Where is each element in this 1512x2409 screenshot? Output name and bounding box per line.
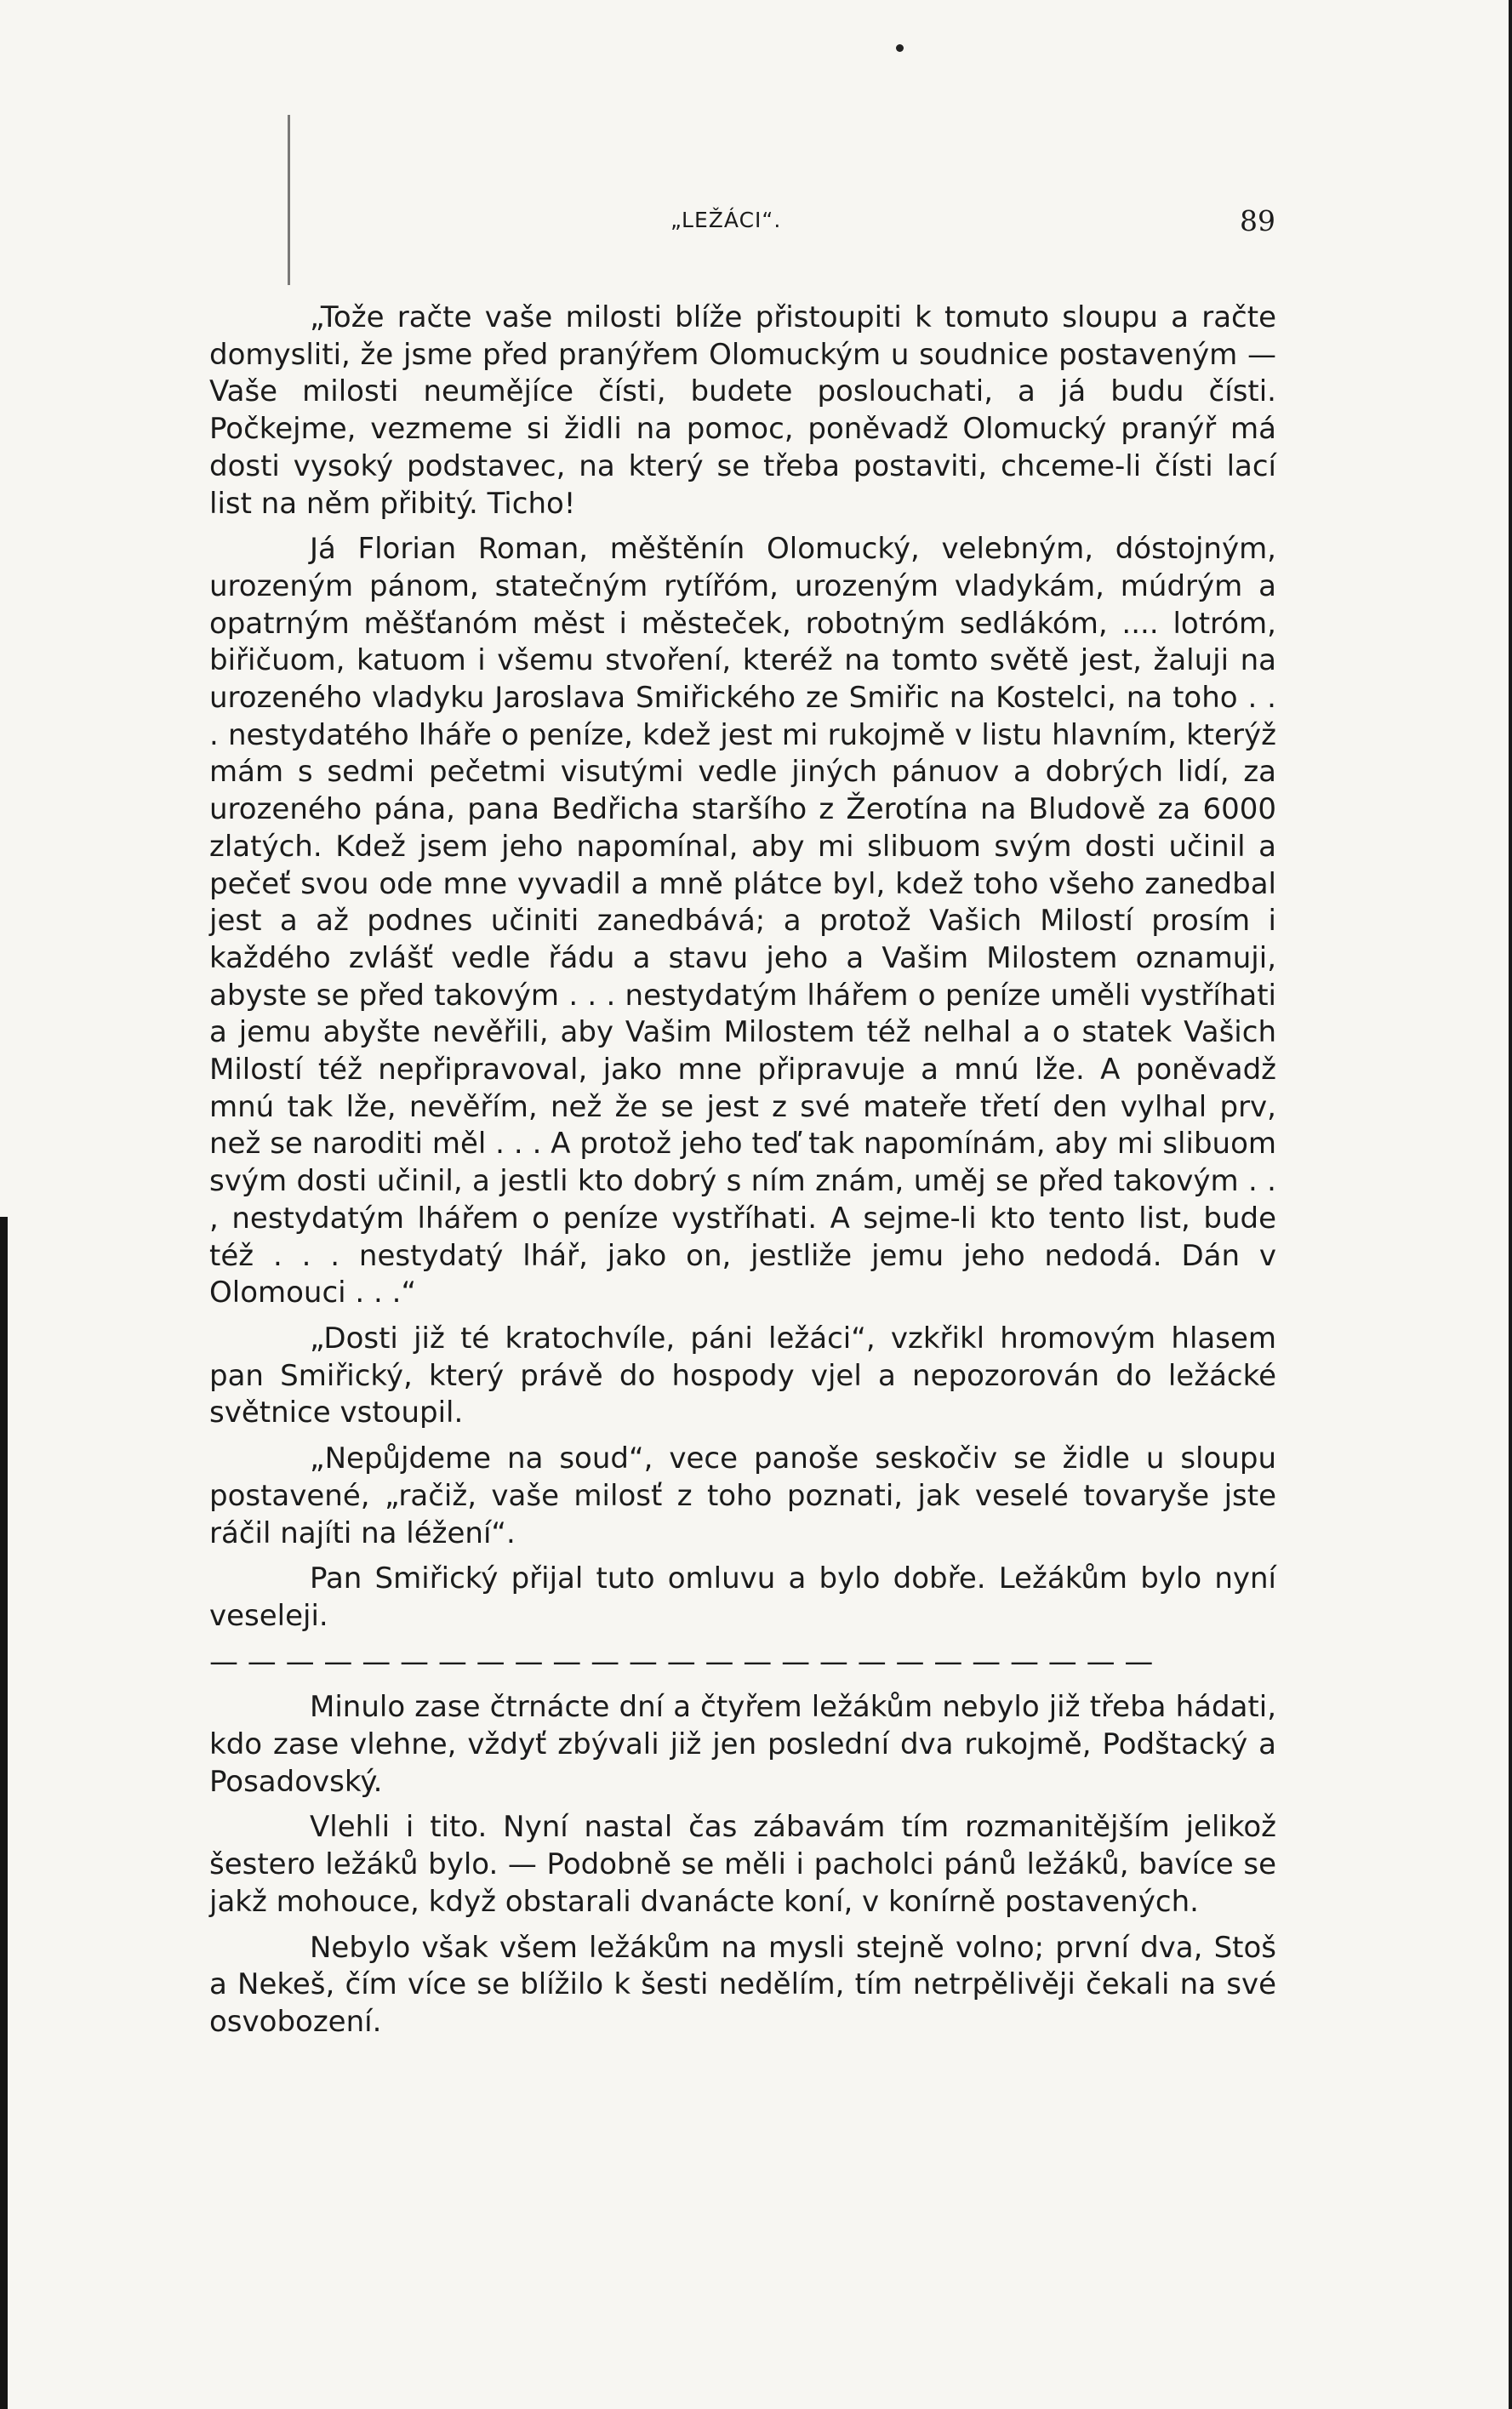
- paragraph: Vlehli i tito. Nyní nastal čas zábavám tím rozmanitějším jelikož šestero ležáků bylo. — Podobně se měli i pacholci pánů ležáků, bavíce se jakž mohouce, když obstarali dvanácte koní, v konírně postavených.: [209, 1810, 1276, 1919]
- paragraph: Pan Smiřický přijal tuto omluvu a bylo dobře. Ležákům bylo nyní veseleji.: [209, 1561, 1276, 1633]
- scan-left-edge: [0, 1217, 8, 2409]
- scan-right-edge: [1509, 0, 1512, 2409]
- margin-mark: [288, 115, 290, 285]
- section-separator: — — — — — — — — — — — — — — — — — — — — — — — — —: [209, 1644, 1154, 1679]
- ink-speck: [896, 44, 904, 52]
- paragraph: „Nepůjdeme na soud“, vece panoše seskočiv se židle u sloupu postavené, „račiž, vaše milosť z toho poznati, jak veselé tovaryše jste ráčil najíti na léžení“.: [209, 1441, 1276, 1550]
- paragraph: „Tože račte vaše milosti blíže přistoupiti k tomuto sloupu a račte domysliti, že jsme před pranýřem Olomuckým u soudnice postaveným — Vaše milosti neumějíce čísti, budete poslouchati, a já budu čísti. Počkejme, vezmeme si židli na pomoc, poněvadž Olomucký pranýř má dosti vysoký podstavec, na který se třeba postaviti, chceme-li čísti lací list na něm přibitý. Ticho!: [209, 300, 1276, 521]
- page-number: 89: [1240, 204, 1275, 237]
- running-title: „LEŽÁCI“.: [670, 208, 782, 232]
- paragraph: Minulo zase čtrnácte dní a čtyřem ležákům nebylo již třeba hádati, kdo zase vlehne, vždyť zbývali již jen poslední dva rukojmě, Podštacký a Posadovský.: [209, 1690, 1276, 1799]
- running-head: [0, 204, 1512, 238]
- paragraph: Nebylo však všem ležákům na mysli stejně volno; první dva, Stoš a Nekeš, čím více se blížilo k šesti nedělím, tím netrpělivěji čekali na své osvobození.: [209, 1930, 1276, 2039]
- body-text: [209, 300, 1276, 2050]
- paragraph: „Dosti již té kratochvíle, páni ležáci“, vzkřikl hromovým hlasem pan Smiřický, který právě do hospody vjel a nepozorován do ležácké světnice vstoupil.: [209, 1321, 1276, 1430]
- paragraph: Já Florian Roman, měštěnín Olomucký, velebným, dóstojným, urozeným pánom, statečným rytířóm, urozeným vladykám, múdrým a opatrným měšťanóm měst i městeček, robotným sedlákóm, .... lotróm, biřičuom, katuom i všemu stvoření, kteréž na tomto světě jest, žaluji na urozeného vladyku Jaroslava Smiřického ze Smiřic na Kostelci, na toho . . . nestydatého lháře o peníze, kdež jest mi rukojmě v listu hlavním, kterýž mám s sedmi pečetmi visutými vedle jiných pánuov a dobrých lidí, za urozeného pána, pana Bedřicha staršího z Žerotína na Bludově za 6000 zlatých. Kdež jsem jeho napomínal, aby mi slibuom svým dosti učinil a pečeť svou ode mne vyvadil a mně plátce byl, kdež toho všeho zanedbal jest a až podnes učiniti zanedbává; a protož Vašich Milostí prosím i každého zvlášť vedle řádu a stavu jeho a Vašim Milostem oznamuji, abyste se před takovým . . . nestydatým lhářem o peníze uměli vystříhati a jemu abyšte nevěřili, aby Vašim Milostem též nelhal a o statek Vašich Milostí též nepřipravoval, jako mne připravuje a mnú lže. A poněvadž mnú tak lže, nevěřím, než že se jest z své mateře třetí den vylhal prv, než se naroditi měl . . . A protož jeho teď tak napomínám, aby mi slibuom svým dosti učinil, a jestli kto dobrý s ním znám, uměj se před takovým . . , nestydatým lhářem o peníze vystříhati. A sejme-li kto tento list, bude též . . . nestydatý lhář, jako on, jestliže jemu jeho nedodá. Dán v Olomouci . . .“: [209, 532, 1276, 1310]
